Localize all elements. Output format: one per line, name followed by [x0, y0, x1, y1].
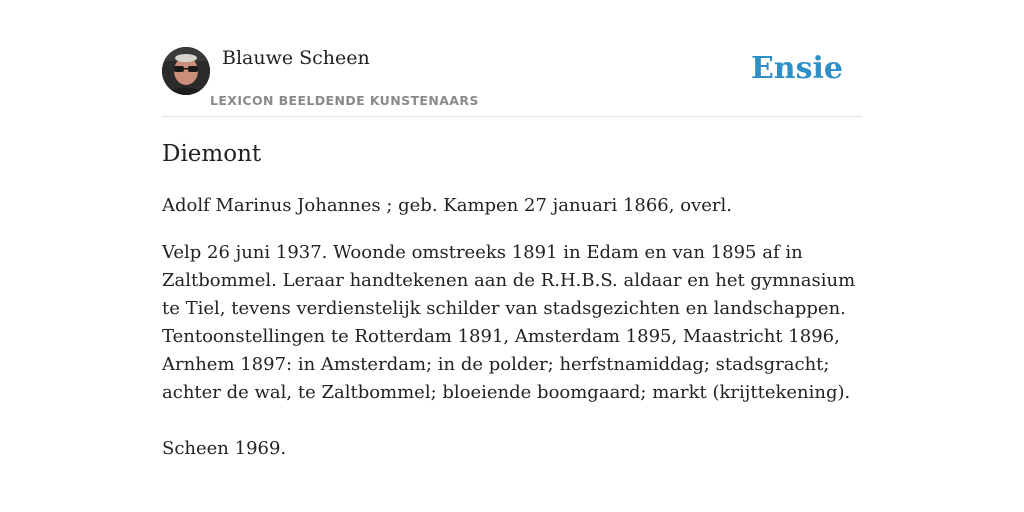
article-source: Scheen 1969.	[162, 438, 287, 459]
brand-logo-link[interactable]: Ensie	[750, 51, 843, 86]
page-container	[162, 0, 862, 459]
author-name-link[interactable]: Blauwe Scheen	[222, 47, 370, 69]
page-title: Diemont	[162, 141, 262, 167]
collection-label[interactable]: LEXICON BEELDENDE KUNSTENAARS	[210, 93, 479, 108]
header	[162, 0, 862, 117]
article-paragraph-2: Velp 26 juni 1937. Woonde omstreeks 1891 in Edam en van 1895 af in Zaltbommel. Leraar handtekenen aan de R.H.B.S. aldaar en het gymnasium te Tiel, tevens verdienstelijk schilder van stadsgezichten en landschappen. Tentoonstellingen te Rotterdam 1891, Amsterdam 1895, Maastricht 1896, Arnhem 1897: in Amsterdam; in de polder; herfstnamiddag; stadsgracht; achter de wal, te Zaltbommel; bloeiende boomgaard; markt (krijttekening).	[162, 242, 856, 403]
article-body	[162, 192, 862, 482]
article-paragraph-1: Adolf Marinus Johannes ; geb. Kampen 27 januari 1866, overl.	[162, 195, 732, 216]
avatar[interactable]	[162, 47, 210, 95]
avatar-image	[162, 47, 210, 95]
